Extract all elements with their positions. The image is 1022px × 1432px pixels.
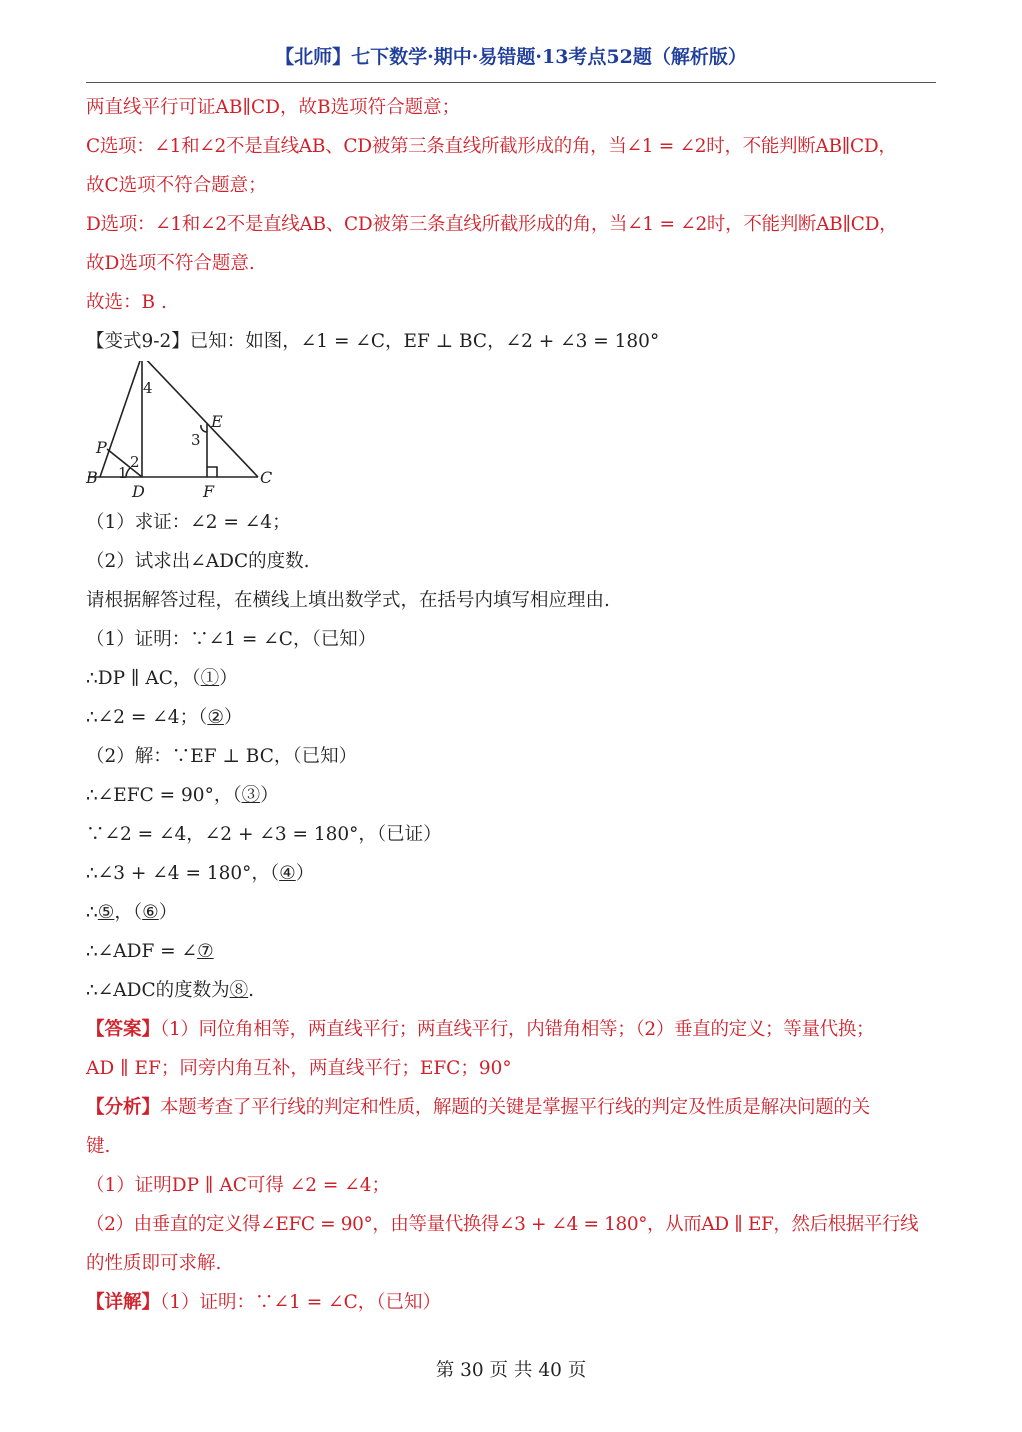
geometry-figure [86,361,942,503]
angle-label-3: 3 [191,431,201,449]
label-E: E [211,412,223,431]
label-D: D [132,482,145,501]
detail-line: 【详解】（1）证明：∵∠1 = ∠C，（已知） [86,1292,441,1313]
question-1: （1）求证：∠2 = ∠4； [86,512,291,533]
instruction: 请根据解答过程，在横线上填出数学式，在括号内填写相应理由. [86,590,610,611]
triangle-diagram [86,361,286,503]
analysis-line: 【分析】本题考查了平行线的判定和性质，解题的关键是掌握平行线的判定及性质是解决问题的关 [86,1097,870,1118]
angle-label-1: 1 [118,464,128,482]
detail-tag: 【详解】 [86,1292,161,1313]
angle-label-2: 2 [130,453,140,471]
analysis-line: 键. [86,1136,111,1157]
proof-line: ∴∠ADF = ∠⑦ [86,941,214,962]
text-line: 故D选项不符合题意. [86,253,255,274]
answer-line: AD ∥ EF；同旁内角互补，两直线平行；EFC；90° [86,1058,512,1079]
blank-6: ⑥ [142,902,159,923]
proof-line: ∴∠ADC的度数为⑧. [86,980,255,1001]
proof-line: ∴∠2 = ∠4；（②） [86,707,243,728]
analysis-line: 的性质即可求解. [86,1253,222,1274]
label-C: C [260,468,273,487]
proof-line: ∴∠3 + ∠4 = 180°，（④） [86,863,315,884]
proof-line: （1）证明：∵∠1 = ∠C，（已知） [86,629,377,650]
answer-tag: 【答案】 [86,1019,161,1040]
proof-line: ∵∠2 = ∠4，∠2 + ∠3 = 180°，（已证） [86,824,442,845]
problem-heading: 【变式9-2】已知：如图，∠1 = ∠C，EF ⊥ BC，∠2 + ∠3 = 180° [86,331,660,352]
analysis-line: （2）由垂直的定义得∠EFC = 90°，由等量代换得∠3 + ∠4 = 180°，从而AD ∥ EF，然后根据平行线 [86,1214,919,1235]
proof-line: ∴∠EFC = 90°，（③） [86,785,279,806]
analysis-line: （1）证明DP ∥ AC可得 ∠2 = ∠4； [86,1175,391,1196]
page-content [86,88,942,1322]
page-number: 第 30 页 共 40 页 [435,1360,587,1381]
label-B: B [86,468,98,487]
text-line: 两直线平行可证AB∥CD，故B选项符合题意； [86,97,461,118]
blank-2: ② [207,707,224,728]
text-line: 故C选项不符合题意； [86,175,267,196]
proof-line: ∴DP ∥ AC，（①） [86,668,238,689]
proof-line: ∴⑤，（⑥） [86,902,178,923]
page-footer [0,1356,1022,1382]
text-line: C选项：∠1和∠2不是直线AB、CD被第三条直线所截形成的角，当∠1 = ∠2时，不能判断AB∥CD， [86,136,897,157]
blank-3: ③ [241,785,261,806]
proof-line: （2）解：∵EF ⊥ BC，（已知） [86,746,358,767]
text-line: 故选：B . [86,292,167,313]
angle-label-4: 4 [143,379,153,397]
analysis-tag: 【分析】 [86,1097,161,1118]
blank-4: ④ [279,863,296,884]
question-2: （2）试求出∠ADC的度数. [86,551,310,572]
header-title: 【北师】七下数学·期中·易错题·13考点52题（解析版） [275,46,747,68]
label-P: P [96,438,107,457]
blank-8: ⑧ [229,980,249,1001]
blank-7: ⑦ [197,941,214,962]
text-line: D选项：∠1和∠2不是直线AB、CD被第三条直线所截形成的角，当∠1 = ∠2时，不能判断AB∥CD， [86,214,898,235]
blank-5: ⑤ [97,902,115,923]
page-header [86,42,936,83]
label-F: F [203,482,215,501]
blank-1: ① [200,668,220,689]
answer-line: 【答案】（1）同位角相等，两直线平行；两直线平行，内错角相等；（2）垂直的定义；等量代换； [86,1019,875,1040]
